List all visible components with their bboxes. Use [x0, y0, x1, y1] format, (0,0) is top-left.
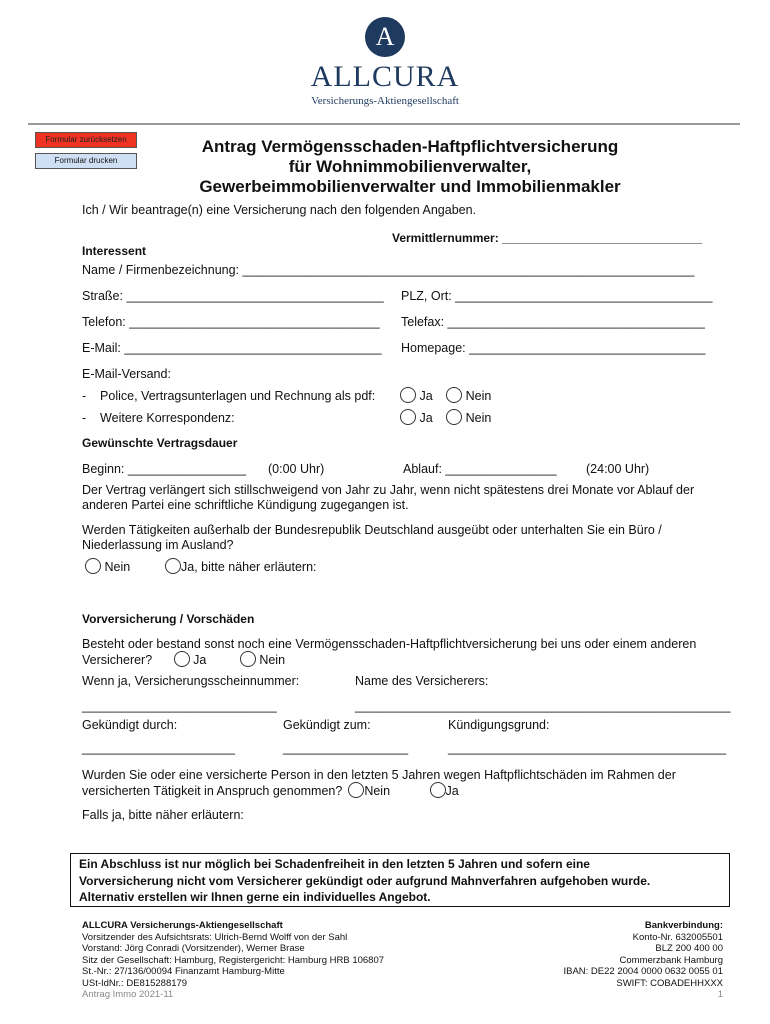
radio-korr-ja-label: Ja: [419, 411, 433, 425]
schein-label: Wenn ja, Versicherungsscheinnummer:: [82, 674, 300, 688]
vorvers-question-2: Versicherer?: [82, 653, 153, 667]
schaden-question-2-row: [82, 782, 459, 799]
vorvers-heading: Vorversicherung / Vorschäden: [82, 612, 255, 626]
reset-form-button[interactable]: Formular zurücksetzen: [35, 132, 137, 148]
gekuendigt-durch-field[interactable]: ______________________: [82, 741, 235, 755]
phone-field[interactable]: Telefon: ____________________________________: [82, 315, 380, 329]
email-field[interactable]: E-Mail: _____________________________________: [82, 341, 382, 355]
street-field[interactable]: Straße: _____________________________________: [82, 289, 384, 303]
intro-text: Ich / Wir beantrage(n) eine Versicherung nach den folgenden Angaben.: [82, 203, 477, 217]
radio-schaden-nein[interactable]: [348, 782, 364, 798]
radio-vorvers-ja[interactable]: [174, 651, 190, 667]
schaden-question-2: versicherten Tätigkeit in Anspruch genommen?: [82, 784, 343, 798]
ausland-ja-option: [165, 558, 317, 575]
print-form-button[interactable]: Formular drucken: [35, 153, 137, 169]
bank-line: IBAN: DE22 2004 0000 0632 0055 01: [563, 966, 723, 977]
gekuendigt-zum-label: Gekündigt zum:: [283, 718, 371, 732]
schein-field[interactable]: ____________________________: [82, 699, 277, 713]
beginn-time: (0:00 Uhr): [268, 462, 325, 476]
beginn-field[interactable]: Beginn: _________________: [82, 462, 247, 476]
fax-field[interactable]: Telefax: _____________________________________: [401, 315, 705, 329]
radio-ausland-ja[interactable]: [165, 558, 181, 574]
radio-vorvers-ja-label: Ja: [193, 653, 207, 667]
ablauf-field[interactable]: Ablauf: ________________: [403, 462, 557, 476]
brand-subtitle: Versicherungs-Aktiengesellschaft: [311, 95, 459, 107]
falls-ja-label: Falls ja, bitte näher erläutern:: [82, 808, 244, 822]
footer-line: Vorsitzender des Aufsichtsrats: Ulrich-Bernd Wolff von der Sahl: [82, 931, 348, 943]
gekuendigt-durch-label: Gekündigt durch:: [82, 718, 178, 732]
schaden-question-1: Wurden Sie oder eine versicherte Person in den letzten 5 Jahren wegen Haftpflichtschäden im Rahmen der: [82, 768, 676, 782]
radio-schaden-ja-label: Ja: [445, 784, 459, 798]
ausland-nein-option: [85, 558, 130, 575]
name-field[interactable]: Name / Firmenbezeichnung: _________________________________________________________________: [82, 263, 695, 277]
vorvers-question-2-row: [82, 651, 285, 668]
kuendigungsgrund-label: Kündigungsgrund:: [448, 718, 550, 732]
footer-line: St.-Nr.: 27/136/00094 Finanzamt Hamburg-Mitte: [82, 966, 285, 977]
radio-pdf-ja-label: Ja: [419, 389, 433, 403]
versicherer-field[interactable]: ______________________________________________________: [355, 699, 731, 713]
radio-schaden-nein-label: Nein: [364, 784, 391, 798]
notice-line-2: Vorversicherung nicht vom Versicherer gekündigt oder aufgrund Mahnverfahren aufgehoben wurde.: [79, 873, 651, 888]
radio-vorvers-nein[interactable]: [240, 651, 256, 667]
kuendigungsgrund-field[interactable]: ________________________________________: [448, 741, 727, 755]
versand-pdf-options: [400, 387, 491, 404]
versand-korr-options: [400, 409, 491, 426]
bank-line: BLZ 200 400 00: [655, 943, 723, 954]
radio-korr-ja[interactable]: [400, 409, 416, 425]
footer-company-name: ALLCURA Versicherungs-Aktiengesellschaft: [82, 920, 283, 931]
bank-line: Konto-Nr. 632005501: [632, 931, 723, 943]
notice-line-1: Ein Abschluss ist nur möglich bei Schadenfreiheit in den letzten 5 Jahren und sofern eine: [79, 857, 590, 871]
logo-mark: A: [365, 17, 405, 57]
radio-schaden-ja[interactable]: [430, 782, 446, 798]
form-version: Antrag Immo 2021-11: [82, 989, 174, 1000]
ausland-question-2: Niederlassung im Ausland?: [82, 538, 234, 552]
brand-name: ALLCURA: [310, 60, 460, 93]
dauer-text-2: anderen Partei eine schriftliche Kündigung zugegangen ist.: [82, 498, 409, 512]
title-line-3: Gewerbeimmobilienverwalter und Immobilienmakler: [199, 177, 621, 196]
radio-korr-nein[interactable]: [446, 409, 462, 425]
footer-bank: [473, 920, 723, 1001]
footer-line: USt-IdNr.: DE815288179: [82, 977, 188, 989]
interessent-heading: Interessent: [82, 244, 147, 258]
page-number: 1: [717, 989, 723, 1000]
plz-field[interactable]: PLZ, Ort: _____________________________________: [401, 289, 713, 303]
page-title: [150, 137, 670, 197]
radio-pdf-ja[interactable]: [400, 387, 416, 403]
notice-box: [70, 853, 730, 907]
ablauf-time: (24:00 Uhr): [586, 462, 650, 476]
bank-line: Commerzbank Hamburg: [619, 954, 723, 966]
radio-vorvers-nein-label: Nein: [259, 653, 286, 667]
radio-ausland-nein-label: Nein: [104, 560, 131, 574]
bank-line: SWIFT: COBADEHHXXX: [616, 977, 723, 989]
radio-korr-nein-label: Nein: [465, 411, 492, 425]
vermittler-field[interactable]: Vermittlernummer: ______________________________: [392, 231, 703, 245]
versand-pdf-label: - Police, Vertragsunterlagen und Rechnung als pdf:: [82, 389, 376, 403]
radio-pdf-nein[interactable]: [446, 387, 462, 403]
footer-company: [82, 920, 482, 1001]
bank-heading: Bankverbindung:: [644, 920, 723, 931]
header-divider: [28, 123, 740, 125]
dauer-heading: Gewünschte Vertragsdauer: [82, 436, 238, 450]
notice-text: [79, 856, 719, 906]
ausland-question-1: Werden Tätigkeiten außerhalb der Bundesrepublik Deutschland ausgeübt oder unterhalten Sie ein Büro /: [82, 523, 662, 537]
radio-ausland-ja-label: Ja, bitte näher erläutern:: [181, 560, 317, 574]
versicherer-label: Name des Versicherers:: [355, 674, 489, 688]
versand-heading: E-Mail-Versand:: [82, 367, 171, 381]
title-line-2: für Wohnimmobilienverwalter,: [288, 157, 532, 176]
gekuendigt-zum-field[interactable]: __________________: [283, 741, 409, 755]
homepage-field[interactable]: Homepage: __________________________________: [401, 341, 706, 355]
radio-ausland-nein[interactable]: [85, 558, 101, 574]
footer-line: Vorstand: Jörg Conradi (Vorsitzender), Werner Brase: [82, 943, 305, 954]
radio-pdf-nein-label: Nein: [465, 389, 492, 403]
versand-korr-label: - Weitere Korrespondenz:: [82, 411, 235, 425]
dauer-text-1: Der Vertrag verlängert sich stillschweigend von Jahr zu Jahr, wenn nicht spätestens drei Monate vor Ablauf der: [82, 483, 695, 497]
title-line-1: Antrag Vermögensschaden-Haftpflichtversicherung: [201, 137, 619, 156]
vorvers-question-1: Besteht oder bestand sonst noch eine Vermögensschaden-Haftpflichtversicherung bei uns oder einem anderen: [82, 637, 697, 651]
footer-line: Sitz der Gesellschaft: Hamburg, Registergericht: Hamburg HRB 106807: [82, 954, 385, 966]
notice-line-3: Alternativ erstellen wir Ihnen gerne ein individuelles Angebot.: [79, 890, 431, 904]
